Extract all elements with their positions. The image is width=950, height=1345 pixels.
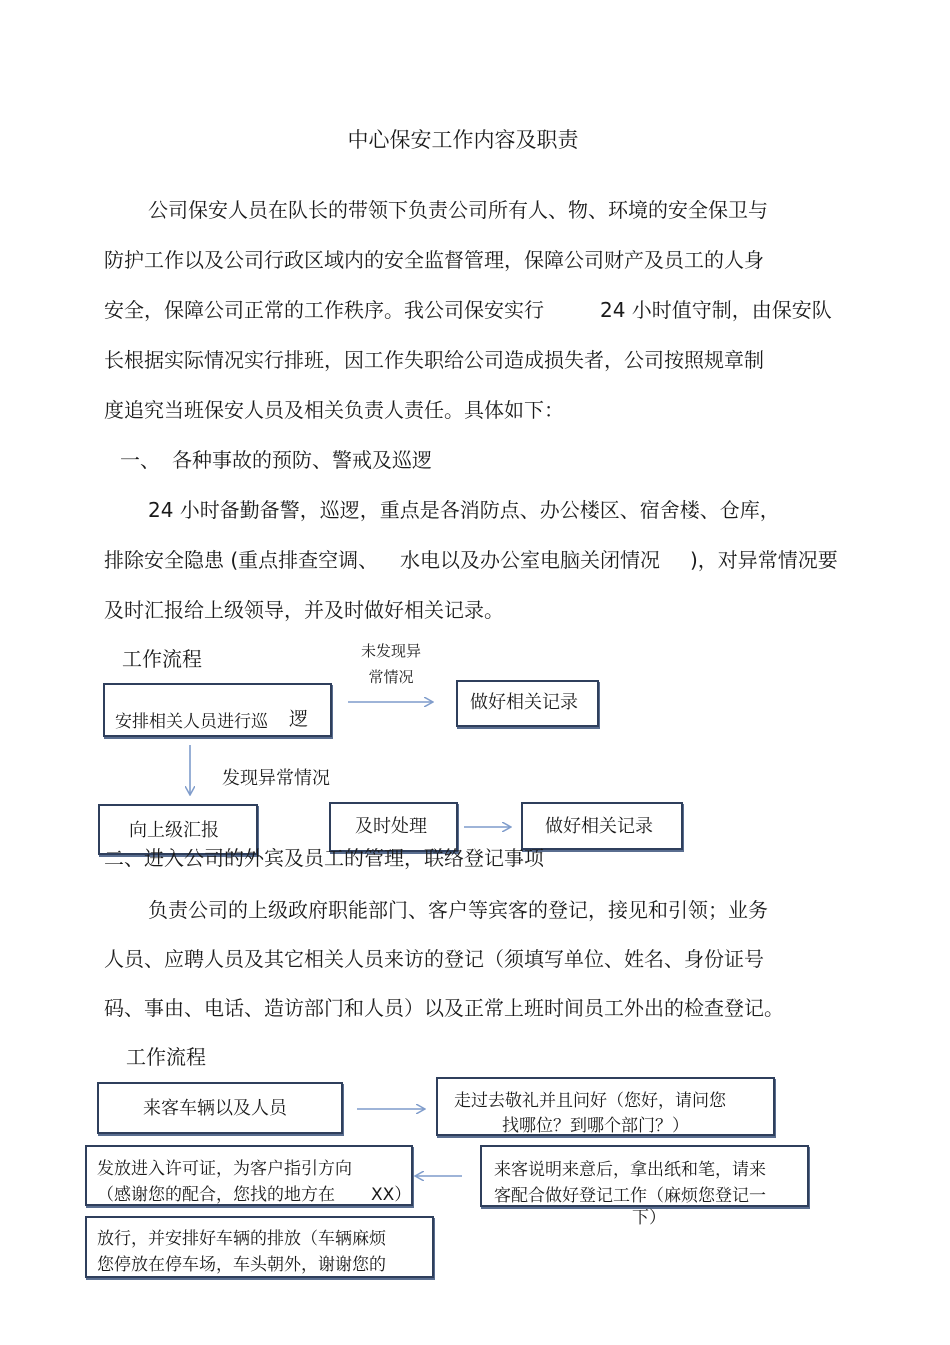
no-abnormal-line-1: 未发现异 (360, 642, 421, 660)
flow2-label: 工作流程 (126, 1045, 206, 1069)
report-text: 向上级汇报 (129, 820, 219, 841)
permit-text-1: 发放进入许可证，为客户指引方向 (97, 1159, 352, 1179)
flow2-release-box (85, 1216, 434, 1278)
flow1-record-box-a (456, 680, 599, 727)
section1-line-2b: 水电以及办公室电脑关闭情况 (400, 548, 660, 572)
no-abnormal-line-2: 常情况 (368, 668, 414, 686)
flow1-record-box-b (521, 802, 683, 850)
release-text-2: 您停放在停车场，车头朝外，谢谢您的 (97, 1255, 386, 1275)
release-text-1: 放行，并安排好车辆的排放（车辆麻烦 (97, 1229, 386, 1249)
flow2-permit-box (85, 1145, 413, 1206)
section2-heading: 二、进入公司的外宾及员工的管理，联络登记事项 (104, 846, 544, 870)
section2-line-2: 人员、应聘人员及其它相关人员来访的登记（须填写单位、姓名、身份证号 (104, 947, 764, 971)
register-text-2: 客配合做好登记工作（麻烦您登记一 (494, 1186, 766, 1206)
intro-line-1: 公司保安人员在队长的带领下负责公司所有人、物、环境的安全保卫与 (148, 198, 768, 222)
flow2-greet-box (436, 1077, 775, 1136)
intro-line-5: 度追究当班保安人员及相关负责人责任。具体如下： (104, 398, 564, 422)
greet-text-1: 走过去敬礼并且问好（您好，请问您 (454, 1091, 726, 1111)
section1-line-1: 24 小时备勤备警，巡逻，重点是各消防点、办公楼区、宿舍楼、仓库， (148, 498, 780, 522)
intro-line-4: 长根据实际情况实行排班，因工作失职给公司造成损失者，公司按照规章制 (104, 348, 764, 372)
section2-line-3: 码、事由、电话、造访部门和人员）以及正常上班时间员工外出的检查登记。 (104, 996, 784, 1020)
greet-text-2: 找哪位？到哪个部门？） (502, 1116, 689, 1136)
intro-line-3b: 24 小时值守制，由保安队 (600, 298, 832, 322)
section1-line-2a: 排除安全隐患 (重点排查空调、 (104, 548, 379, 572)
permit-text-xx: XX） (371, 1185, 412, 1205)
register-text-1: 来客说明来意后，拿出纸和笔，请来 (494, 1160, 766, 1180)
section1-heading-number: 一、 (120, 448, 160, 472)
record-b-text: 做好相关记录 (545, 816, 653, 837)
section1-heading: 各种事故的预防、警戒及巡逻 (172, 448, 432, 472)
flow1-no-abnormal-label (358, 638, 424, 690)
flow1-abnormal-label: 发现异常情况 (222, 768, 330, 789)
patrol-text-tail: 逻 (289, 708, 309, 730)
section1-line-2c: )，对异常情况要 (690, 548, 838, 572)
permit-text-2: （感谢您的配合，您找的地方在 (97, 1185, 335, 1205)
flow1-label: 工作流程 (122, 647, 202, 671)
record-a-text: 做好相关记录 (470, 692, 578, 713)
flow2-register-box (480, 1145, 809, 1228)
intro-line-3a: 安全，保障公司正常的工作秩序。我公司保安实行 (104, 298, 544, 322)
flow2-visitor-box (97, 1082, 343, 1134)
patrol-text: 安排相关人员进行巡 (115, 712, 268, 732)
section2-line-1: 负责公司的上级政府职能部门、客户等宾客的登记，接见和引领；业务 (148, 898, 768, 922)
page-title: 中心保安工作内容及职责 (347, 128, 579, 152)
intro-line-2: 防护工作以及公司行政区域内的安全监督管理，保障公司财产及员工的人身 (104, 248, 764, 272)
flow1-patrol-box (103, 683, 332, 737)
visitor-text: 来客车辆以及人员 (143, 1098, 287, 1119)
register-text-3: 下） (632, 1208, 666, 1228)
section1-line-3: 及时汇报给上级领导，并及时做好相关记录。 (104, 598, 504, 622)
handle-text: 及时处理 (355, 816, 427, 837)
